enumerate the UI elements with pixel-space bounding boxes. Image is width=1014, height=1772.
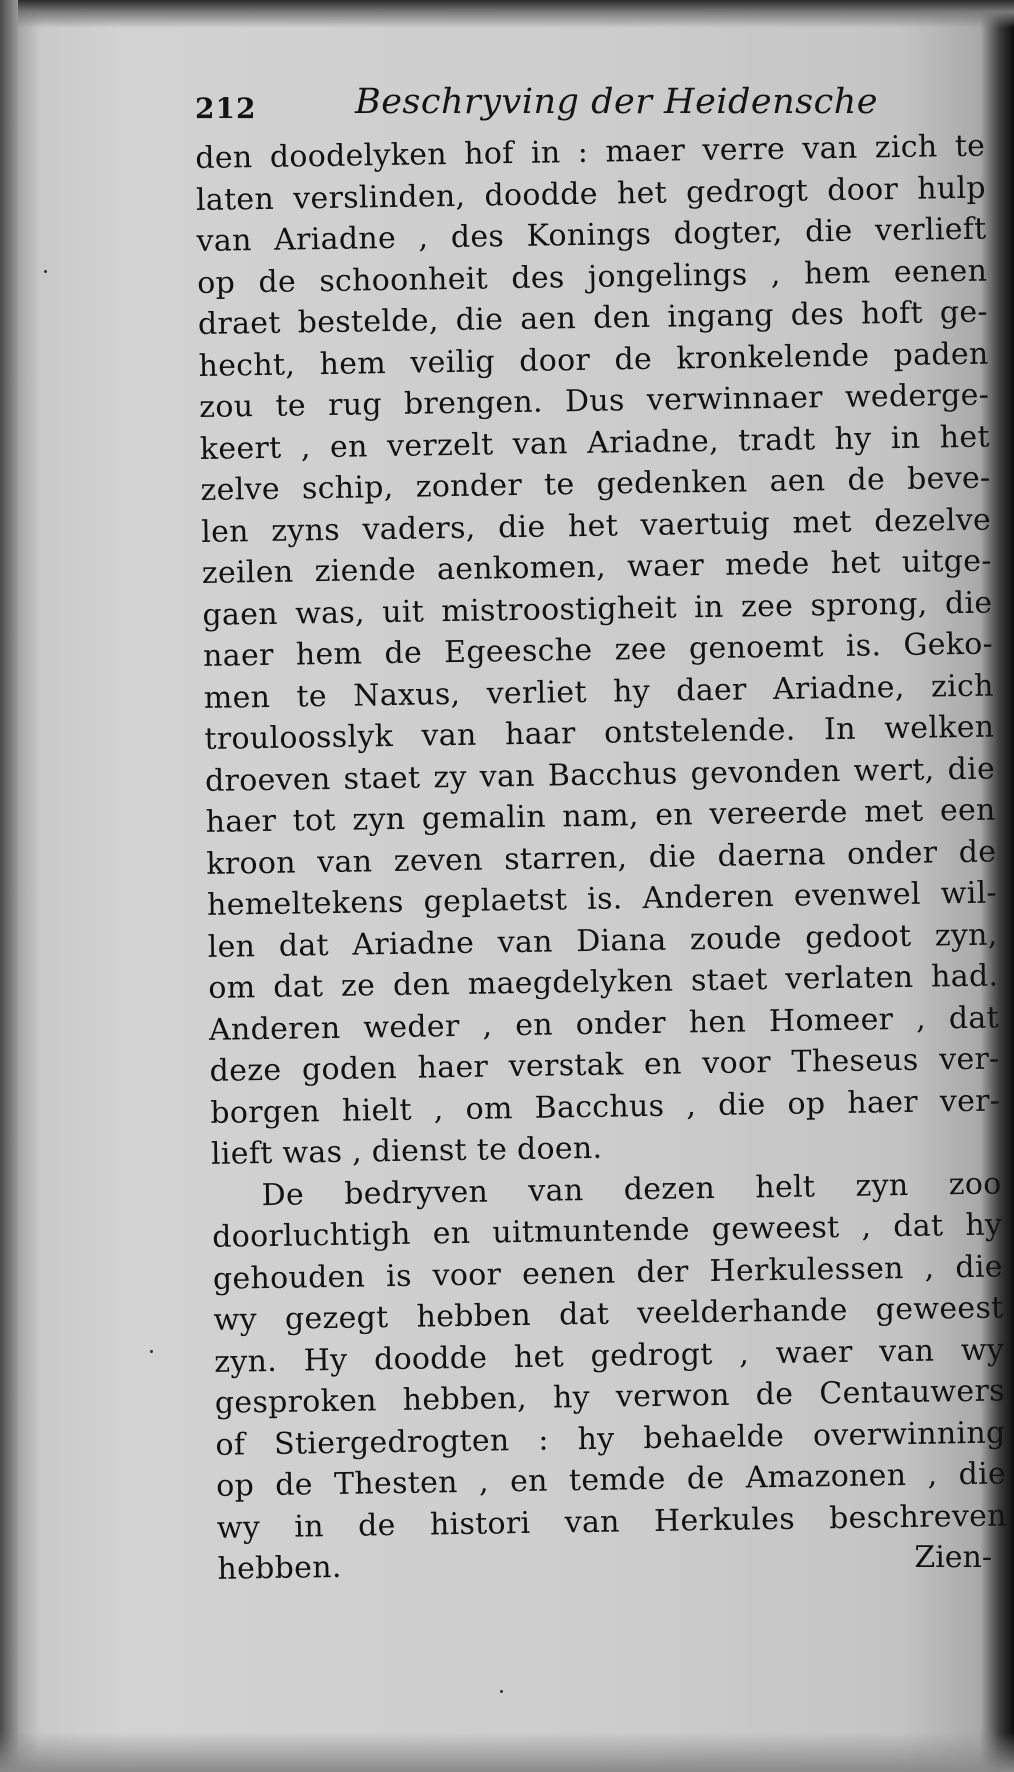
text-line: hecht, hem veilig door de kronkelende paden: [198, 336, 989, 384]
text-line: om dat ze den maegdelyken staet verlaten had.: [208, 958, 999, 1006]
ink-speck: [150, 1350, 153, 1353]
catchword: Zien-: [914, 1540, 992, 1575]
text-line: of Stiergedrogten : hy behaelde overwinning: [215, 1414, 1006, 1463]
text-line: zou te rug brengen. Dus verwinnaer wederge-: [198, 377, 990, 425]
text-line: op de schoonheit des jongelings , hem eenen: [197, 253, 988, 301]
text-line: kroon van zeven starren, die daerna onder de: [206, 834, 997, 882]
text-line: den doodelyken hof in : maer verre van zich te: [195, 128, 986, 176]
text-line: van Ariadne , des Konings dogter, die verlieft: [196, 211, 987, 259]
text-line: doorluchtigh en uitmuntende geweest , dat hy: [211, 1207, 1003, 1255]
text-line: zelve schip, zonder te gedenken aen de beve-: [200, 460, 991, 508]
text-line: naer hem de Egeesche zee genoemt is. Geko-: [202, 626, 994, 674]
text-line: trouloosslyk van haar ontstelende. In welken: [204, 709, 995, 757]
paragraph-end-line: lieft was , dienst te doen.: [210, 1130, 603, 1172]
paragraph-end-line: hebben.: [217, 1549, 342, 1587]
text-line: Anderen weder , en onder hen Homeer , dat: [208, 999, 1000, 1048]
running-head: Beschryving der Heidensche: [355, 82, 878, 122]
text-line: men te Naxus, verliet hy daer Ariadne, zich: [203, 668, 994, 716]
text-line: haer tot zyn gemalin nam, en vereerde met een: [205, 792, 996, 840]
body-text: [195, 126, 1008, 1591]
page-number: 212: [195, 92, 257, 125]
text-line: keert , en verzelt van Ariadne, tradt hy in het: [199, 419, 991, 467]
text-line: len zyns vaders, die het vaertuig met dezelve: [200, 502, 992, 550]
text-line: zeilen ziende aenkomen, waer mede het uitge-: [201, 543, 993, 591]
text-line: len dat Ariadne van Diana zoude gedoot zyn,: [207, 916, 998, 965]
text-line: zyn. Hy doodde het gedrogt , waer van wy: [213, 1331, 1005, 1380]
text-line: borgen hielt , om Bacchus , die op haer ver-: [210, 1082, 1001, 1131]
text-line: gesproken hebben, hy verwon de Centauwers: [214, 1373, 1006, 1421]
text-line: gaen was, uit mistroostigheit in zee sprong, die: [202, 585, 993, 633]
paragraph-start-line: De bedryven van dezen helt zyn zoo: [261, 1165, 1002, 1213]
spine-shadow: [0, 0, 18, 1772]
page-header: [195, 78, 975, 128]
text-line: droeven staet zy van Bacchus gevonden wert, die: [204, 751, 996, 799]
text-line: draet bestelde, die aen den ingang des hoft ge-: [197, 294, 989, 342]
ink-speck: [44, 270, 47, 273]
text-line: op de Thesten , en temde de Amazonen , die: [215, 1456, 1007, 1504]
text-line: gehouden is voor eenen der Herkulessen , die: [212, 1248, 1004, 1297]
text-line: wy gezegt hebben dat veelderhande geweest: [213, 1290, 1004, 1338]
text-line: hemeltekens geplaetst is. Anderen evenwel wil-: [206, 875, 998, 923]
text-line: wy in de histori van Herkules beschreven: [216, 1497, 1008, 1546]
ink-speck: [500, 1690, 503, 1693]
text-line: laten verslinden, doodde het gedrogt door hulp: [195, 170, 987, 218]
text-line: deze goden haer verstak en voor Theseus ver-: [209, 1041, 1000, 1089]
